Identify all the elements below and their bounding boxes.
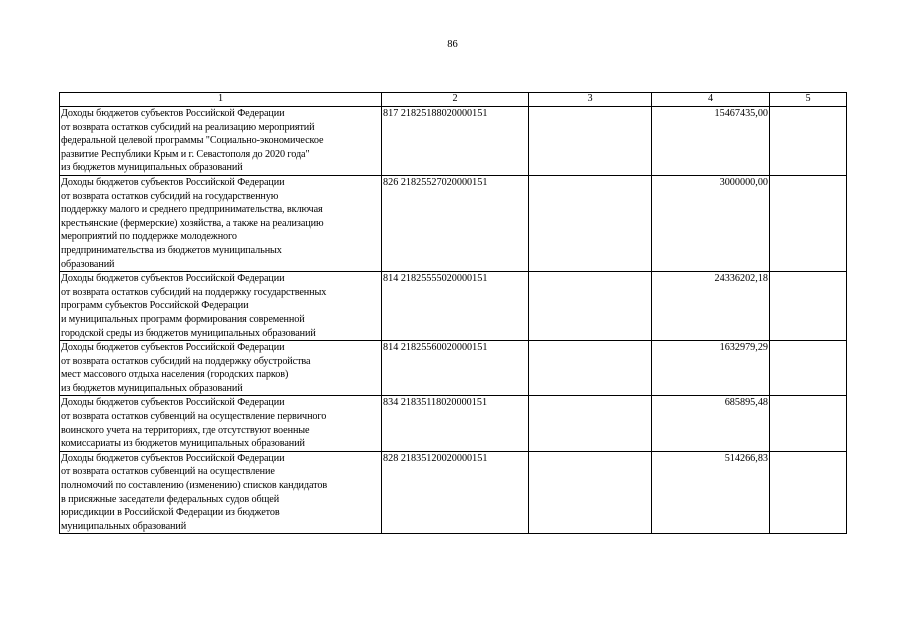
- row-amount: 24336202,18: [652, 272, 770, 341]
- row-description: Доходы бюджетов субъектов Российской Федерации от возврата остатков субвенций на осуществление первичного воинского учета на территориях, где отсутствуют военные комиссариаты из бюджетов муниципальных образований: [60, 396, 382, 451]
- row-description: Доходы бюджетов субъектов Российской Федерации от возврата остатков субсидий на государственную поддержку малого и среднего предпринимательства, включая крестьянские (фермерские) хозяйства, а также на реализацию мероприятий по поддержке молодежного предпринимательства из бюджетов муниципальных образований: [60, 175, 382, 271]
- header-col-4: 4: [652, 93, 770, 107]
- table-header-row: [60, 93, 847, 107]
- row-description: Доходы бюджетов субъектов Российской Федерации от возврата остатков субсидий на поддержку государственных программ субъектов Российской Федерации и муниципальных программ формирования современной городской среды из бюджетов муниципальных образований: [60, 272, 382, 341]
- row-amount: 1632979,29: [652, 341, 770, 396]
- row-col-3: [529, 341, 652, 396]
- table-row: [60, 175, 847, 271]
- row-budget-code: 834 21835118020000151: [382, 396, 529, 451]
- row-budget-code: 828 21835120020000151: [382, 451, 529, 534]
- table-row: [60, 396, 847, 451]
- row-col-3: [529, 396, 652, 451]
- header-col-1: 1: [60, 93, 382, 107]
- row-col-3: [529, 107, 652, 176]
- row-budget-code: 814 21825555020000151: [382, 272, 529, 341]
- header-col-5: 5: [770, 93, 847, 107]
- row-col-5: [770, 341, 847, 396]
- row-amount: 514266,83: [652, 451, 770, 534]
- budget-revenue-table: [59, 92, 847, 534]
- row-budget-code: 817 21825188020000151: [382, 107, 529, 176]
- row-amount: 15467435,00: [652, 107, 770, 176]
- row-col-5: [770, 175, 847, 271]
- table-row: [60, 107, 847, 176]
- row-col-3: [529, 451, 652, 534]
- row-description: Доходы бюджетов субъектов Российской Федерации от возврата остатков субвенций на осуществление полномочий по составлению (изменению) списков кандидатов в присяжные заседатели федеральных судов общей юрисдикции в Российской Федерации из бюджетов муниципальных образований: [60, 451, 382, 534]
- table-row: [60, 341, 847, 396]
- row-col-5: [770, 396, 847, 451]
- row-description: Доходы бюджетов субъектов Российской Федерации от возврата остатков субсидий на поддержку обустройства мест массового отдыха населения (городских парков) из бюджетов муниципальных образований: [60, 341, 382, 396]
- page-number: 86: [447, 39, 458, 50]
- header-col-2: 2: [382, 93, 529, 107]
- row-budget-code: 814 21825560020000151: [382, 341, 529, 396]
- header-col-3: 3: [529, 93, 652, 107]
- row-budget-code: 826 21825527020000151: [382, 175, 529, 271]
- row-col-5: [770, 272, 847, 341]
- row-col-3: [529, 272, 652, 341]
- table-row: [60, 451, 847, 534]
- row-amount: 3000000,00: [652, 175, 770, 271]
- row-col-5: [770, 107, 847, 176]
- row-col-3: [529, 175, 652, 271]
- table-row: [60, 272, 847, 341]
- row-col-5: [770, 451, 847, 534]
- row-amount: 685895,48: [652, 396, 770, 451]
- row-description: Доходы бюджетов субъектов Российской Федерации от возврата остатков субсидий на реализацию мероприятий федеральной целевой программы "Социально-экономическое развитие Республики Крым и г. Севастополя до 2020 года" из бюджетов муниципальных образований: [60, 107, 382, 176]
